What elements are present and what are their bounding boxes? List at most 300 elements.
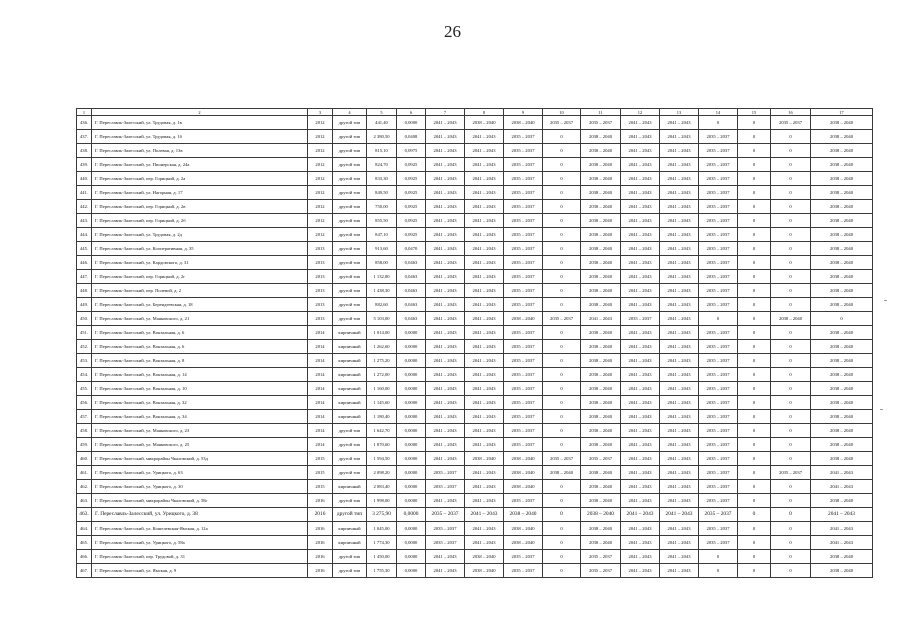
address-cell: Г. Переславль-Залесский, ул. Вокзальная, д. 14	[92, 368, 308, 382]
table-cell: 2035 – 2037	[426, 522, 465, 536]
table-cell: 2038 – 2040	[581, 256, 621, 270]
table-cell: 2041 – 2043	[426, 116, 465, 130]
table-row	[77, 116, 873, 130]
table-cell: 2038 – 2040	[811, 340, 873, 354]
column-number: 9	[504, 109, 543, 116]
table-cell: 2035 – 2037	[699, 536, 738, 550]
table-cell: 0	[543, 256, 581, 270]
table-cell: 2038 – 2040	[581, 508, 621, 522]
table-cell: 0	[771, 550, 811, 564]
table-row	[77, 186, 873, 200]
table-cell: 0	[771, 368, 811, 382]
housing-register-table	[76, 108, 873, 578]
table-cell: 2038 – 2040	[504, 508, 543, 522]
table-cell: 2035 – 2037	[543, 312, 581, 326]
table-cell: 2035 – 2037	[504, 410, 543, 424]
table-cell: 2035 – 2037	[504, 130, 543, 144]
table-cell: 2038 – 2040	[811, 326, 873, 340]
table-cell: 0	[543, 200, 581, 214]
table-cell: 0	[771, 326, 811, 340]
table-cell: 0	[738, 144, 771, 158]
table-cell: 2035 – 2037	[699, 256, 738, 270]
address-cell: Г. Переславль-Залесский, ул. Вокзальная, д. 6	[92, 326, 308, 340]
table-cell: 2038 – 2040	[581, 144, 621, 158]
table-cell: 0,0000	[397, 550, 426, 564]
table-cell: 0,0000	[397, 396, 426, 410]
table-cell: 2041 – 2043	[621, 326, 660, 340]
table-cell: 2035 – 2037	[699, 228, 738, 242]
table-cell: 0	[543, 396, 581, 410]
address-cell: Г. Переславль-Залесский, ул. Трудовая, д. 2д	[92, 228, 308, 242]
row-number-cell: 456.	[77, 396, 92, 410]
row-number-cell: 445.	[77, 242, 92, 256]
table-cell: 2038 – 2040	[581, 480, 621, 494]
table-cell: 2041 – 2043	[621, 410, 660, 424]
table-cell: 2038 – 2040	[581, 536, 621, 550]
table-cell: 2038 – 2040	[465, 550, 504, 564]
table-cell: 2014	[308, 410, 333, 424]
table-cell: 0,0925	[397, 172, 426, 186]
table-cell: 0	[543, 494, 581, 508]
table-cell: 2041 – 2043	[621, 242, 660, 256]
table-cell: 2038 – 2040	[504, 522, 543, 536]
table-cell: 2041 – 2043	[660, 228, 699, 242]
address-cell: Г. Переславль-Залесский, ул. Маяковского, д. 21	[92, 312, 308, 326]
table-cell: 2041 – 2043	[426, 564, 465, 578]
table-cell: 2038 – 2040	[811, 354, 873, 368]
table-cell: 2 083,40	[367, 480, 397, 494]
table-cell: 2035 – 2037	[699, 130, 738, 144]
address-cell: Г. Переславль-Залесский, ул. Урицкого, д. 38	[92, 508, 308, 522]
table-cell: 0	[738, 396, 771, 410]
table-cell: 1 160,00	[367, 382, 397, 396]
table-row	[77, 172, 873, 186]
column-number: 11	[581, 109, 621, 116]
table-cell: 2038 – 2040	[811, 494, 873, 508]
table-cell: 0	[771, 298, 811, 312]
table-row	[77, 550, 873, 564]
row-number-cell: 444.	[77, 228, 92, 242]
row-number-cell: 466.	[77, 550, 92, 564]
table-row	[77, 522, 873, 536]
table-cell: 2016	[308, 550, 333, 564]
table-cell: 2038 – 2040	[504, 116, 543, 130]
table-row	[77, 424, 873, 438]
table-cell: 2035 – 2037	[581, 564, 621, 578]
table-cell: 2041 – 2043	[426, 396, 465, 410]
table-cell: 0	[738, 550, 771, 564]
row-number-cell: 451.	[77, 326, 92, 340]
column-number: 13	[660, 109, 699, 116]
table-cell: 0	[543, 340, 581, 354]
table-cell: 2041 – 2043	[426, 158, 465, 172]
row-number-cell: 459.	[77, 438, 92, 452]
table-cell: 2035 – 2037	[504, 564, 543, 578]
table-cell: 2041 – 2043	[660, 158, 699, 172]
address-cell: Г. Переславль-Залесский, пер. Горицкий, д. 2г	[92, 270, 308, 284]
table-cell: 2041 – 2043	[660, 382, 699, 396]
table-cell: другой тип	[333, 116, 367, 130]
row-number-cell: 437.	[77, 130, 92, 144]
table-cell: 0,0000	[397, 522, 426, 536]
row-number-cell: 442.	[77, 200, 92, 214]
table-cell: 2041 – 2043	[660, 410, 699, 424]
table-cell: кирпичный	[333, 480, 367, 494]
table-cell: 0,0463	[397, 270, 426, 284]
table-cell: 2013	[308, 256, 333, 270]
table-cell: 2035 – 2037	[699, 326, 738, 340]
table-cell: 0	[771, 130, 811, 144]
table-cell: 0	[543, 368, 581, 382]
table-cell: 0,0000	[397, 452, 426, 466]
table-cell: 1 014,00	[367, 326, 397, 340]
address-cell: Г. Переславль-Залесский, ул. Нагорная, д. 17	[92, 186, 308, 200]
table-cell: 2035 – 2037	[699, 508, 738, 522]
table-cell: 0	[738, 424, 771, 438]
table-cell: 2035 – 2037	[504, 368, 543, 382]
table-cell: 2041 – 2043	[621, 130, 660, 144]
table-cell: 2035 – 2037	[543, 452, 581, 466]
table-cell: 2038 – 2040	[581, 172, 621, 186]
table-cell: 0	[738, 452, 771, 466]
table-cell: 0	[543, 284, 581, 298]
table-cell: 1 438,30	[367, 284, 397, 298]
table-cell: 847,10	[367, 228, 397, 242]
table-cell: 2038 – 2040	[581, 424, 621, 438]
table-cell: 2041 – 2043	[621, 382, 660, 396]
table-cell: 2038 – 2040	[581, 382, 621, 396]
table-cell: 3 275,90	[367, 508, 397, 522]
table-cell: 2041 – 2043	[660, 494, 699, 508]
table-row	[77, 410, 873, 424]
table-cell: 2041 – 2043	[465, 424, 504, 438]
table-cell: 0,0000	[397, 410, 426, 424]
table-cell: 0	[738, 326, 771, 340]
table-cell: 2012	[308, 200, 333, 214]
table-cell: 2016	[308, 564, 333, 578]
table-cell: 0,0000	[397, 340, 426, 354]
table-cell: 0	[771, 340, 811, 354]
table-cell: 2041 – 2043	[465, 536, 504, 550]
table-cell: 2041 – 2043	[465, 200, 504, 214]
table-cell: 0	[738, 522, 771, 536]
table-cell: 0	[543, 410, 581, 424]
table-cell: 2014	[308, 396, 333, 410]
table-cell: другой тип	[333, 452, 367, 466]
table-cell: 2041 – 2043	[426, 186, 465, 200]
table-cell: 2041 – 2043	[621, 228, 660, 242]
row-number-cell: 462.	[77, 480, 92, 494]
table-cell: другой тип	[333, 312, 367, 326]
table-cell: 2041 – 2043	[621, 270, 660, 284]
table-cell: 0	[738, 312, 771, 326]
table-cell: 2041 – 2043	[465, 298, 504, 312]
column-number: 15	[738, 109, 771, 116]
column-number: 12	[621, 109, 660, 116]
table-cell: 2038 – 2040	[581, 340, 621, 354]
column-number: 4	[333, 109, 367, 116]
table-cell: 2014	[308, 340, 333, 354]
table-cell: 2016	[308, 494, 333, 508]
table-cell: 0	[738, 564, 771, 578]
table-row	[77, 438, 873, 452]
table-cell: 0	[543, 522, 581, 536]
table-cell: 2035 – 2037	[621, 312, 660, 326]
table-cell: 2035 – 2037	[699, 480, 738, 494]
table-cell: 0,0463	[397, 256, 426, 270]
column-number: 14	[699, 109, 738, 116]
table-cell: 2041 – 2043	[465, 522, 504, 536]
table-cell: другой тип	[333, 130, 367, 144]
table-cell: 2014	[308, 354, 333, 368]
row-number-cell: 465.	[77, 536, 92, 550]
table-cell: 2038 – 2040	[811, 228, 873, 242]
table-cell: другой тип	[333, 214, 367, 228]
table-cell: 2 098,20	[367, 466, 397, 480]
table-cell: 0	[738, 158, 771, 172]
table-cell: 0	[543, 480, 581, 494]
table-cell: 2041 – 2043	[465, 354, 504, 368]
table-cell: другой тип	[333, 158, 367, 172]
table-cell: 2041 – 2043	[465, 270, 504, 284]
table-cell: 2041 – 2043	[426, 214, 465, 228]
table-cell: 2041 – 2043	[660, 354, 699, 368]
table-header-row	[77, 109, 873, 116]
address-cell: Г. Переславль-Залесский, ул. Урицкого, д. 30	[92, 480, 308, 494]
table-cell: 0	[771, 452, 811, 466]
table-cell: 0	[543, 354, 581, 368]
table-cell: 2038 – 2040	[465, 116, 504, 130]
table-cell: 2041 – 2043	[465, 438, 504, 452]
table-cell: 0	[771, 564, 811, 578]
row-number-cell: 440.	[77, 172, 92, 186]
table-cell: 2041 – 2043	[811, 508, 873, 522]
table-cell: 2035 – 2037	[581, 116, 621, 130]
table-cell: 2041 – 2043	[465, 410, 504, 424]
table-cell: кирпичный	[333, 536, 367, 550]
table-cell: 0	[543, 564, 581, 578]
table-cell: 2041 – 2043	[465, 382, 504, 396]
table-cell: 2035 – 2037	[504, 438, 543, 452]
table-cell: кирпичный	[333, 382, 367, 396]
table-cell: 2041 – 2043	[621, 494, 660, 508]
table-cell: 2041 – 2043	[465, 326, 504, 340]
table-cell: 0	[771, 354, 811, 368]
table-cell: 2035 – 2037	[699, 200, 738, 214]
column-number: 16	[771, 109, 811, 116]
table-cell: 2038 – 2040	[811, 256, 873, 270]
table-row	[77, 228, 873, 242]
table-cell: 2038 – 2040	[504, 312, 543, 326]
table-cell: 2041 – 2043	[426, 438, 465, 452]
table-cell: 2041 – 2043	[621, 186, 660, 200]
table-cell: 0	[771, 396, 811, 410]
address-cell: Г. Переславль-Залесский, ул. Маяковского, д. 23	[92, 424, 308, 438]
table-cell: 2038 – 2040	[771, 312, 811, 326]
table-cell: 2038 – 2040	[811, 270, 873, 284]
table-cell: 0	[699, 550, 738, 564]
table-cell: 2016	[308, 508, 333, 522]
table-cell: кирпичный	[333, 410, 367, 424]
table-cell: 0	[771, 158, 811, 172]
table-cell: 2035 – 2037	[699, 144, 738, 158]
row-number-cell: 461.	[77, 466, 92, 480]
table-cell: 0	[738, 480, 771, 494]
column-number: 1	[77, 109, 92, 116]
table-cell: 2041 – 2043	[660, 424, 699, 438]
table-cell: 2038 – 2040	[581, 158, 621, 172]
row-number-cell: 458.	[77, 424, 92, 438]
address-cell: Г. Переславль-Залесский, ул. Кооперативная, д. 35	[92, 242, 308, 256]
table-cell: другой тип	[333, 256, 367, 270]
table-cell: 2041 – 2043	[660, 256, 699, 270]
table-cell: 882,60	[367, 298, 397, 312]
column-number: 8	[465, 109, 504, 116]
table-cell: 1 450,00	[367, 550, 397, 564]
table-cell: 0,0000	[397, 466, 426, 480]
table-cell: 2038 – 2040	[465, 564, 504, 578]
table-cell: другой тип	[333, 242, 367, 256]
table-cell: 2041 – 2043	[465, 256, 504, 270]
table-cell: 2041 – 2043	[660, 536, 699, 550]
table-cell: другой тип	[333, 298, 367, 312]
table-cell: 2041 – 2043	[660, 438, 699, 452]
table-cell: 0	[771, 200, 811, 214]
address-cell: Г. Переславль-Залесский, ул. Вокзальная, д. 8	[92, 354, 308, 368]
table-cell: 0,0470	[397, 242, 426, 256]
table-cell: 0	[543, 242, 581, 256]
table-cell: 2038 – 2040	[581, 228, 621, 242]
table-cell: 0	[771, 228, 811, 242]
table-cell: 2041 – 2043	[660, 466, 699, 480]
table-cell: 2035 – 2037	[504, 270, 543, 284]
row-number-cell: 452.	[77, 340, 92, 354]
table-cell: 2016	[308, 536, 333, 550]
address-cell: Г. Переславль-Залесский, ул. Ямская, д. 9	[92, 564, 308, 578]
table-cell: 2041 – 2043	[621, 200, 660, 214]
row-number-cell: 447.	[77, 270, 92, 284]
table-cell: 2035 – 2037	[504, 550, 543, 564]
table-cell: 2013	[308, 270, 333, 284]
table-cell: 2014	[308, 368, 333, 382]
table-cell: 0,0000	[397, 438, 426, 452]
table-cell: 2041 – 2043	[660, 130, 699, 144]
table-cell: 0	[738, 172, 771, 186]
table-cell: другой тип	[333, 200, 367, 214]
table-cell: 2041 – 2043	[660, 242, 699, 256]
table-cell: 2013	[308, 298, 333, 312]
table-cell: 0	[543, 438, 581, 452]
table-row	[77, 382, 873, 396]
table-cell: 2041 – 2043	[465, 284, 504, 298]
table-row	[77, 242, 873, 256]
table-cell: 2041 – 2043	[426, 242, 465, 256]
address-cell: Г. Переславль-Залесский, пер. Горицкий, д. 2б	[92, 214, 308, 228]
table-cell: 1 755,30	[367, 564, 397, 578]
table-cell: 855,50	[367, 214, 397, 228]
row-number-cell: 464.	[77, 522, 92, 536]
table-cell: 0	[771, 410, 811, 424]
table-cell: кирпичный	[333, 396, 367, 410]
table-cell: 0	[738, 270, 771, 284]
table-cell: кирпичный	[333, 340, 367, 354]
table-cell: 0,0925	[397, 158, 426, 172]
table-cell: 0	[771, 284, 811, 298]
row-number-cell: 439.	[77, 158, 92, 172]
table-cell: 0	[738, 368, 771, 382]
table-cell: 2035 – 2037	[699, 158, 738, 172]
table-cell: 2014	[308, 438, 333, 452]
table-cell: другой тип	[333, 494, 367, 508]
table-cell: 441,40	[367, 116, 397, 130]
table-cell: 1 132,80	[367, 270, 397, 284]
table-cell: 0	[771, 536, 811, 550]
table-cell: другой тип	[333, 550, 367, 564]
table-cell: 0	[543, 270, 581, 284]
table-cell: 824,70	[367, 158, 397, 172]
address-cell: Г. Переславль-Залесский, ул. Урицкого, д. 63	[92, 466, 308, 480]
row-number-cell: 454.	[77, 368, 92, 382]
table-cell: 1 642,70	[367, 424, 397, 438]
table-cell: 2041 – 2043	[660, 326, 699, 340]
table-cell: 2035 – 2037	[504, 494, 543, 508]
row-number-cell: 460.	[77, 452, 92, 466]
table-cell: 2041 – 2043	[811, 536, 873, 550]
table-cell: 2012	[308, 214, 333, 228]
row-number-cell: 436.	[77, 116, 92, 130]
table-cell: 2038 – 2040	[581, 298, 621, 312]
table-cell: 2038 – 2040	[811, 130, 873, 144]
table-cell: 2035 – 2037	[504, 172, 543, 186]
row-number-cell: 443.	[77, 214, 92, 228]
table-cell: кирпичный	[333, 354, 367, 368]
table-cell: 2014	[308, 382, 333, 396]
table-cell: 2041 – 2043	[426, 256, 465, 270]
table-cell: 0	[738, 340, 771, 354]
table-cell: 0	[811, 312, 873, 326]
table-cell: 0,0000	[397, 382, 426, 396]
table-cell: 2035 – 2037	[699, 424, 738, 438]
table-cell: 2041 – 2043	[660, 396, 699, 410]
table-cell: 2013	[308, 312, 333, 326]
table-cell: 2038 – 2040	[465, 452, 504, 466]
table-cell: 2015	[308, 466, 333, 480]
table-cell: 0	[543, 382, 581, 396]
table-cell: 2035 – 2037	[699, 298, 738, 312]
table-cell: 0	[771, 242, 811, 256]
table-cell: 2012	[308, 130, 333, 144]
table-cell: 5 103,00	[367, 312, 397, 326]
row-number-cell: 463.	[77, 494, 92, 508]
table-cell: 2035 – 2037	[699, 284, 738, 298]
table-cell: 2041 – 2043	[660, 312, 699, 326]
table-cell: 2041 – 2043	[426, 270, 465, 284]
table-cell: 2041 – 2043	[621, 116, 660, 130]
table-cell: 2035 – 2037	[699, 452, 738, 466]
address-cell: Г. Переславль-Залесский, ул. Маяковского, д. 25	[92, 438, 308, 452]
table-cell: 1 870,60	[367, 438, 397, 452]
table-row	[77, 312, 873, 326]
table-cell: 0	[699, 564, 738, 578]
table-cell: 2041 – 2043	[621, 508, 660, 522]
table-cell: 2035 – 2037	[581, 550, 621, 564]
table-cell: 2035 – 2037	[426, 536, 465, 550]
table-cell: 2016	[308, 522, 333, 536]
table-cell: 0,0975	[397, 144, 426, 158]
table-row	[77, 480, 873, 494]
table-cell: 2038 – 2040	[811, 116, 873, 130]
table-cell: 0	[771, 494, 811, 508]
